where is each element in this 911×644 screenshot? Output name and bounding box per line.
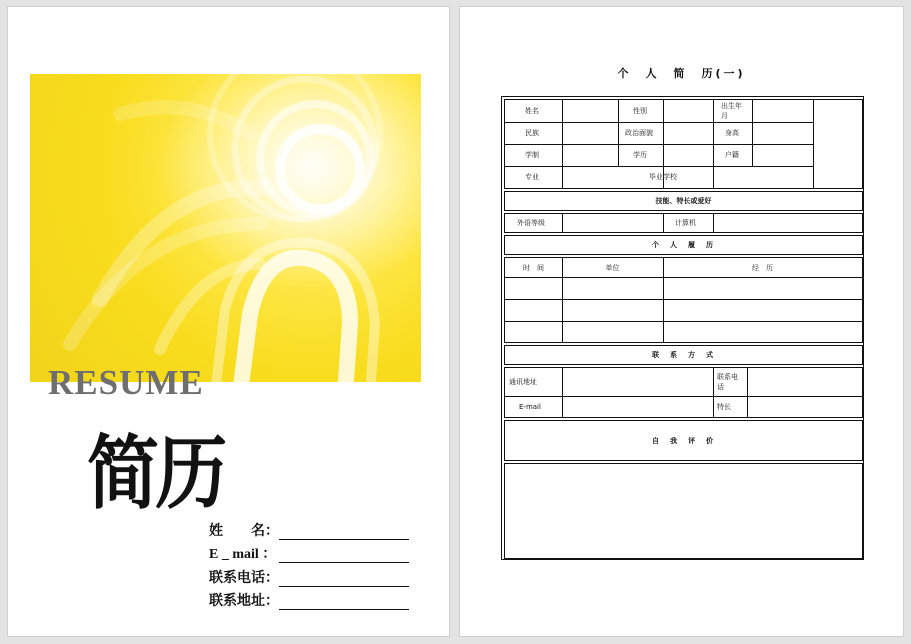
email-cell-label: E-mail xyxy=(519,402,541,411)
phone-cell-label: 联系电话 xyxy=(717,373,738,391)
skills-header: 技能、特长或爱好 xyxy=(655,197,712,205)
phone-label: 联系电话： xyxy=(209,570,279,586)
history-col-org: 单位 xyxy=(605,263,620,272)
email-field[interactable] xyxy=(209,540,409,564)
address-field[interactable] xyxy=(209,587,409,611)
language-computer-block xyxy=(504,213,863,233)
education-cell-label: 学历 xyxy=(633,151,647,159)
contact-header-block xyxy=(504,345,863,365)
computer-label: 计算机 xyxy=(675,219,696,227)
ethnicity-cell-label: 民族 xyxy=(525,129,539,137)
foreign-language-label: 外语等级 xyxy=(517,219,545,227)
resume-table xyxy=(501,96,864,560)
history-col-time: 时 间 xyxy=(523,263,544,272)
history-col-exp: 经 历 xyxy=(752,263,773,272)
birth-cell-label: 出生年月 xyxy=(721,102,742,120)
political-cell-label: 政治面貌 xyxy=(625,129,653,137)
name-field[interactable] xyxy=(209,516,409,540)
contact-table-block xyxy=(504,367,863,418)
hukou-cell-label: 户籍 xyxy=(725,151,739,159)
swirl-graphic xyxy=(30,74,421,382)
contact-header: 联 系 方 式 xyxy=(652,351,715,359)
cover-artwork xyxy=(30,74,421,382)
email-label: E _ mail ： xyxy=(209,547,277,562)
resume-form-page xyxy=(459,6,904,637)
phone-field[interactable] xyxy=(209,563,409,587)
address-cell-label: 通讯地址 xyxy=(509,378,537,386)
eval-content-block[interactable] xyxy=(504,463,863,559)
cover-page xyxy=(7,6,450,637)
phone-blank-line[interactable] xyxy=(279,572,409,587)
name-blank-line[interactable] xyxy=(279,525,409,540)
gender-cell-label: 性别 xyxy=(633,107,647,115)
cover-title: 简历 xyxy=(87,427,224,520)
height-cell-label: 身高 xyxy=(725,129,739,137)
cover-info-fields xyxy=(209,516,409,610)
email-blank-line[interactable] xyxy=(279,548,409,563)
history-header: 个 人 履 历 xyxy=(652,241,715,249)
specialty-cell-label: 特长 xyxy=(717,402,731,411)
eval-header: 自 我 评 价 xyxy=(652,436,715,445)
schooling-cell-label: 学制 xyxy=(525,151,539,159)
address-blank-line[interactable] xyxy=(279,595,409,610)
resume-heading: RESUME xyxy=(48,363,204,402)
skills-header-block xyxy=(504,191,863,211)
eval-header-block xyxy=(504,420,863,461)
name-label: 姓 名： xyxy=(209,523,279,539)
basic-info-block xyxy=(504,99,863,189)
major-cell-label: 专业 xyxy=(525,173,539,181)
address-label: 联系地址： xyxy=(209,594,279,609)
form-title: 个 人 简 历(一) xyxy=(617,67,746,80)
history-header-block xyxy=(504,235,863,255)
history-table-block xyxy=(504,257,863,343)
school-cell-label: 毕业学校 xyxy=(649,173,677,181)
name-cell-label: 姓名 xyxy=(525,107,539,115)
